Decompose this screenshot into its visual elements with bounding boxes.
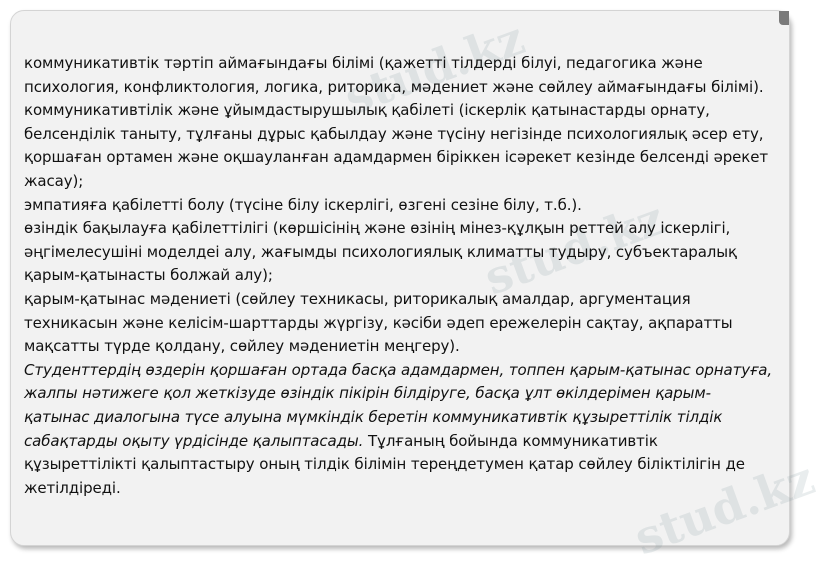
slide-text bbox=[24, 52, 774, 500]
watermark: stud.kz bbox=[477, 190, 672, 306]
conclusion-italic-text: Студенттердің өздерін қоршаған ортада басқа адамдармен, топпен қарым-қатынас орнатуға, жалпы нәтижеге қол жеткізуде өзіндік пікірін білдіруге, басқа ұлт өкілдерімен қарым-қатынас диалогына түсе алуына мүмкіндік беретін коммуникативтік құзыреттілік тілдік сабақтарды оқыту үрдісінде қалыптасады. bbox=[24, 360, 772, 450]
watermark: stud.kz bbox=[627, 450, 821, 565]
paragraph-conclusion bbox=[24, 359, 774, 501]
corner-tab bbox=[779, 11, 789, 25]
paragraph-communicative-knowledge: коммуникативтік тәртіп аймағындағы білімі (қажетті тілдерді білуі, педагогика және психология, конфликтология, логика, риторика, мәдениет және сөйлеу аймағындағы білімі). bbox=[24, 54, 764, 96]
paragraph-organizational-ability: коммуникативтілік және ұйымдастырушылық қабілеті (іскерлік қатынастарды орнату, белсенділік таныту, тұлғаны дұрыс қабылдау және түсіну негізінде психологиялық әсер ету, қоршаған ортамен және оқшауланған адамдармен біріккен ісәрекет кезінде белсенді әрекет жасау); bbox=[24, 101, 768, 190]
watermark: stud.kz bbox=[337, 10, 532, 126]
paragraph-self-control: өзіндік бақылауға қабілеттілігі (көршісінің және өзінің мінез-құлқын реттей алу іскерлігі, әңгімелесушіні моделдеі алу, жағымды психологиялық климатты тудыру, субъектаралық қарым-қатынасты болжай алу); bbox=[24, 219, 737, 285]
paragraph-communication-culture: қарым-қатынас мәдениеті (сөйлеу техникасы, риторикалық амалдар, аргументация техникасын және келісім-шарттарды жүргізу, кәсіби әдеп ережелерін сақтау, ақпаратты мақсатты түрде қолдану, сөйлеу мәдениетін меңгеру). bbox=[24, 289, 733, 356]
paragraph-empathy: эмпатияға қабілетті болу (түсіне білу іскерлігі, өзгені сезіне білу, т.б.). bbox=[24, 195, 582, 214]
conclusion-normal-text: Тұлғаның бойында коммуникативтік құзыреттілікті қалыптастыру оның тілдік білімін тереңдетумен қатар сөйлеу біліктілігін де жетілдіреді. bbox=[24, 431, 745, 497]
